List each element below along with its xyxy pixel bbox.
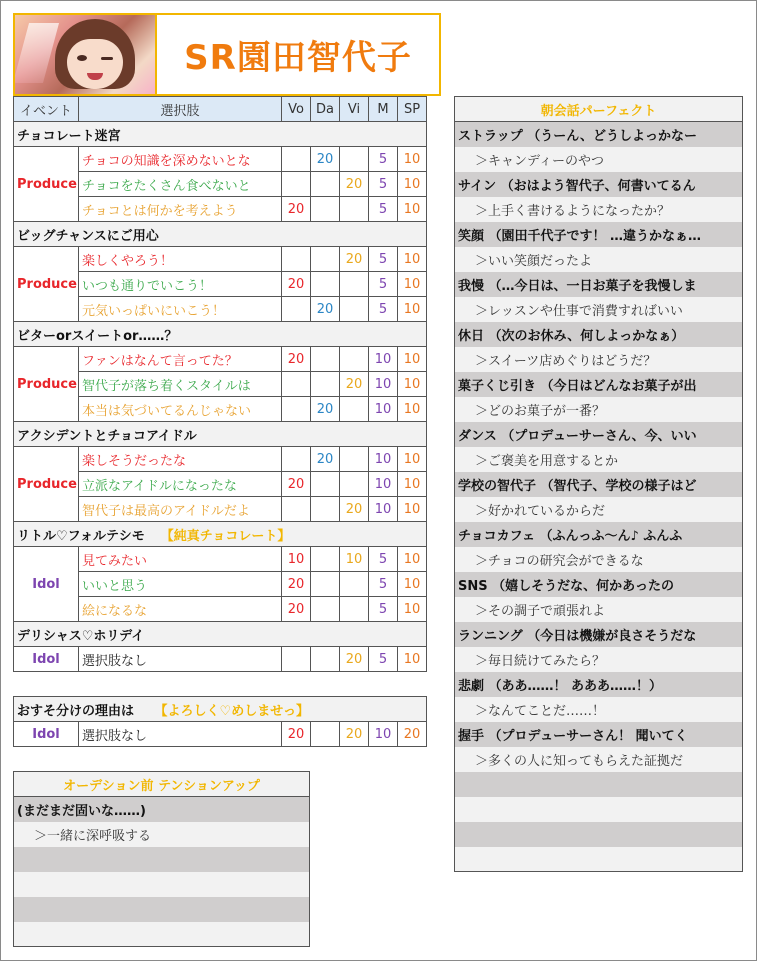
m-cell: 5 (369, 647, 398, 672)
da-cell (311, 172, 340, 197)
section-title: ビッグチャンスにご用心 (17, 228, 159, 244)
conversation-answer: ＞多くの人に知ってもらえた証拠だ (455, 747, 743, 772)
vi-cell (340, 147, 369, 172)
vi-cell: 20 (340, 372, 369, 397)
da-cell (311, 547, 340, 572)
empty-row (455, 822, 743, 847)
event-type-label: Idol (14, 647, 79, 672)
sp-cell: 10 (398, 197, 427, 222)
m-col-header: M (369, 97, 398, 122)
event-type-label: Produce (14, 247, 79, 322)
empty-row (14, 847, 310, 872)
conversation-answer: ＞キャンディーのやつ (455, 147, 743, 172)
vo-col-header: Vo (282, 97, 311, 122)
conversation-answer: ＞上手く書けるようになったか？ (455, 197, 743, 222)
sp-cell: 10 (398, 597, 427, 622)
vi-cell: 20 (340, 722, 369, 747)
conversation-answer: ＞レッスンや仕事で消費すればいい (455, 297, 743, 322)
list-item (14, 822, 310, 847)
m-cell: 10 (369, 372, 398, 397)
vi-cell (340, 472, 369, 497)
conversation-answer: ＞ご褒美を用意するとか (455, 447, 743, 472)
vo-cell (282, 447, 311, 472)
event-type-label: Produce (14, 147, 79, 222)
list-item (14, 797, 310, 822)
da-cell (311, 647, 340, 672)
da-cell: 20 (311, 297, 340, 322)
vi-cell: 20 (340, 247, 369, 272)
da-cell (311, 197, 340, 222)
choice-cell: 選択肢なし (79, 722, 282, 747)
sp-cell: 10 (398, 347, 427, 372)
conversation-answer: ＞好かれているからだ (455, 497, 743, 522)
m-cell: 5 (369, 572, 398, 597)
section-title-row (14, 522, 427, 547)
list-item (455, 397, 743, 422)
empty-cell (455, 847, 743, 872)
list-item (455, 597, 743, 622)
share-tag: 【よろしく♡めしませっ】 (154, 703, 309, 719)
event-type-label: Idol (14, 547, 79, 622)
m-cell: 5 (369, 547, 398, 572)
conversation-topic: 学校の智代子 （智代子、学校の様子はど (455, 472, 743, 497)
da-cell (311, 597, 340, 622)
sp-cell: 10 (398, 172, 427, 197)
list-item (455, 697, 743, 722)
vi-cell (340, 397, 369, 422)
m-cell: 10 (369, 397, 398, 422)
list-item (455, 622, 743, 647)
table-row (14, 147, 427, 172)
sp-cell: 10 (398, 497, 427, 522)
section-title: ビターorスイートor……？ (17, 328, 178, 344)
m-cell: 5 (369, 297, 398, 322)
conversation-answer: ＞どのお菓子が一番？ (455, 397, 743, 422)
list-item (455, 647, 743, 672)
m-cell: 10 (369, 472, 398, 497)
empty-row (14, 872, 310, 897)
choice-cell: 智代子が落ち着くスタイルは (79, 372, 282, 397)
empty-row (455, 797, 743, 822)
sp-cell: 10 (398, 272, 427, 297)
choice-cell: 智代子は最高のアイドルだよ (79, 497, 282, 522)
empty-cell (455, 797, 743, 822)
m-cell: 5 (369, 147, 398, 172)
da-cell (311, 272, 340, 297)
da-cell: 20 (311, 397, 340, 422)
vi-cell: 20 (340, 647, 369, 672)
sp-cell: 10 (398, 547, 427, 572)
table-row (14, 247, 427, 272)
event-type-label: Idol (14, 722, 79, 747)
da-cell (311, 572, 340, 597)
sp-col-header: SP (398, 97, 427, 122)
choice-cell: 見てみたい (79, 547, 282, 572)
list-item (455, 222, 743, 247)
audition-tension-table (13, 771, 310, 947)
sp-cell: 10 (398, 297, 427, 322)
section-title-row (14, 622, 427, 647)
vi-col-header: Vi (340, 97, 369, 122)
conversation-topic: 悲劇 （ああ……！ あああ……！） (455, 672, 743, 697)
empty-row (455, 772, 743, 797)
conversation-topic: チョコカフェ （ふんっふ～ん♪ ふんふ (455, 522, 743, 547)
vo-cell: 20 (282, 472, 311, 497)
table-row (14, 547, 427, 572)
da-cell (311, 497, 340, 522)
vo-cell (282, 497, 311, 522)
da-cell (311, 347, 340, 372)
section-title-row (14, 222, 427, 247)
conversation-answer: ＞チョコの研究会ができるな (455, 547, 743, 572)
m-cell: 5 (369, 272, 398, 297)
section-title: アクシデントとチョコアイドル (17, 428, 197, 444)
conversation-answer: ＞いい笑顔だったよ (455, 247, 743, 272)
empty-row (455, 847, 743, 872)
vi-cell: 20 (340, 172, 369, 197)
character-portrait (15, 15, 157, 94)
list-item (455, 547, 743, 572)
section-title: リトル♡フォルテシモ (17, 528, 145, 544)
empty-cell (14, 872, 310, 897)
conversation-topic: 我慢 （…今日は、一日お菓子を我慢しま (455, 272, 743, 297)
share-section-title (14, 697, 427, 722)
conversation-topic: 笑顔 （園田千代子です！ …違うかなぁ… (455, 222, 743, 247)
list-item (455, 722, 743, 747)
vi-cell (340, 447, 369, 472)
morning-conversation-table (454, 96, 743, 872)
sp-cell: 10 (398, 147, 427, 172)
list-item (455, 422, 743, 447)
header-card (13, 13, 441, 96)
choice-col-header: 選択肢 (79, 97, 282, 122)
table-row (14, 647, 427, 672)
choice-cell: チョコの知識を深めないとな (79, 147, 282, 172)
section-title: デリシャス♡ホリデイ (17, 628, 145, 644)
list-item (455, 172, 743, 197)
conversation-answer: ＞毎日続けてみたら？ (455, 647, 743, 672)
empty-cell (14, 922, 310, 947)
vi-cell (340, 197, 369, 222)
conversation-topic: サイン （おはよう智代子、何書いてるん (455, 172, 743, 197)
da-cell: 20 (311, 147, 340, 172)
event-type-label: Produce (14, 447, 79, 522)
empty-row (14, 922, 310, 947)
m-cell: 10 (369, 447, 398, 472)
vo-cell: 20 (282, 272, 311, 297)
choice-cell: 選択肢なし (79, 647, 282, 672)
vo-cell (282, 397, 311, 422)
vo-cell (282, 172, 311, 197)
conversation-topic: ストラップ （うーん、どうしよっかなー (455, 122, 743, 147)
list-item (455, 572, 743, 597)
section-title-row (14, 122, 427, 147)
vo-cell (282, 297, 311, 322)
choice-cell: 楽しくやろう！ (79, 247, 282, 272)
da-cell: 20 (311, 447, 340, 472)
vi-cell (340, 597, 369, 622)
vi-cell: 20 (340, 497, 369, 522)
sp-cell: 10 (398, 447, 427, 472)
choice-cell: チョコをたくさん食べないと (79, 172, 282, 197)
sp-cell: 10 (398, 572, 427, 597)
m-cell: 10 (369, 497, 398, 522)
vi-cell (340, 297, 369, 322)
list-item (455, 672, 743, 697)
list-item (455, 472, 743, 497)
da-cell (311, 372, 340, 397)
event-type-label: Produce (14, 347, 79, 422)
vo-cell (282, 647, 311, 672)
vo-cell (282, 372, 311, 397)
section-title-row (14, 422, 427, 447)
da-cell (311, 722, 340, 747)
conversation-answer: ＞スイーツ店めぐりはどうだ？ (455, 347, 743, 372)
vo-cell: 20 (282, 597, 311, 622)
page-title: SR園田智代子 (184, 38, 412, 78)
empty-cell (14, 847, 310, 872)
audition-table-title: オーデション前 テンションアップ (14, 772, 310, 797)
sp-cell: 10 (398, 472, 427, 497)
vo-cell (282, 147, 311, 172)
list-item (455, 747, 743, 772)
conversation-topic: SNS （嬉しそうだな、何かあったの (455, 572, 743, 597)
conversation-topic: 握手 （プロデューサーさん！ 聞いてく (455, 722, 743, 747)
section-title-row (14, 322, 427, 347)
conversation-topic: ダンス （プロデューサーさん、今、いい (455, 422, 743, 447)
list-item (455, 247, 743, 272)
m-cell: 5 (369, 247, 398, 272)
choice-cell: 絵になるな (79, 597, 282, 622)
conversation-answer: ＞その調子で頑張れよ (455, 597, 743, 622)
list-item (455, 322, 743, 347)
m-cell: 10 (369, 722, 398, 747)
sp-cell: 10 (398, 647, 427, 672)
vi-cell: 10 (340, 547, 369, 572)
list-item (455, 447, 743, 472)
conversation-topic: 菓子くじ引き （今日はどんなお菓子が出 (455, 372, 743, 397)
audition-topic: (まだまだ固いな……) (14, 797, 310, 822)
vo-cell: 20 (282, 197, 311, 222)
m-cell: 5 (369, 197, 398, 222)
choice-cell: 本当は気づいてるんじゃない (79, 397, 282, 422)
vi-cell (340, 272, 369, 297)
produce-event-table (13, 96, 427, 672)
table-row (14, 347, 427, 372)
share-title: おすそ分けの理由は (17, 703, 135, 719)
choice-cell: 立派なアイドルになったな (79, 472, 282, 497)
choice-cell: 元気いっぱいにいこう！ (79, 297, 282, 322)
da-cell (311, 247, 340, 272)
list-item (455, 297, 743, 322)
vo-cell: 20 (282, 722, 311, 747)
list-item (455, 122, 743, 147)
vi-cell (340, 347, 369, 372)
sp-cell: 10 (398, 372, 427, 397)
table-row (14, 447, 427, 472)
list-item (455, 147, 743, 172)
vo-cell: 20 (282, 347, 311, 372)
list-item (455, 197, 743, 222)
list-item (455, 522, 743, 547)
empty-cell (14, 897, 310, 922)
section-tag: 【純真チョコレート】 (160, 528, 291, 544)
choice-cell: ファンはなんて言ってた？ (79, 347, 282, 372)
event-col-header: イベント (14, 97, 79, 122)
conversation-topic: 休日 （次のお休み、何しよっかなぁ） (455, 322, 743, 347)
sp-cell: 20 (398, 722, 427, 747)
list-item (455, 272, 743, 297)
m-cell: 10 (369, 347, 398, 372)
sp-cell: 10 (398, 247, 427, 272)
vo-cell (282, 247, 311, 272)
vo-cell: 20 (282, 572, 311, 597)
conversation-answer: ＞なんてことだ……！ (455, 697, 743, 722)
choice-cell: 楽しそうだったな (79, 447, 282, 472)
choice-cell: いつも通りでいこう！ (79, 272, 282, 297)
list-item (455, 347, 743, 372)
audition-answer: ＞一緒に深呼吸する (14, 822, 310, 847)
section-title: チョコレート迷宮 (17, 128, 121, 144)
da-col-header: Da (311, 97, 340, 122)
empty-cell (455, 822, 743, 847)
list-item (455, 372, 743, 397)
choice-cell: いいと思う (79, 572, 282, 597)
sp-cell: 10 (398, 397, 427, 422)
empty-cell (455, 772, 743, 797)
morning-table-title: 朝会話パーフェクト (455, 97, 743, 122)
m-cell: 5 (369, 172, 398, 197)
da-cell (311, 472, 340, 497)
vo-cell: 10 (282, 547, 311, 572)
list-item (455, 497, 743, 522)
share-event-table (13, 696, 427, 747)
conversation-topic: ランニング （今日は機嫌が良さそうだな (455, 622, 743, 647)
m-cell: 5 (369, 597, 398, 622)
choice-cell: チョコとは何かを考えよう (79, 197, 282, 222)
vi-cell (340, 572, 369, 597)
empty-row (14, 897, 310, 922)
